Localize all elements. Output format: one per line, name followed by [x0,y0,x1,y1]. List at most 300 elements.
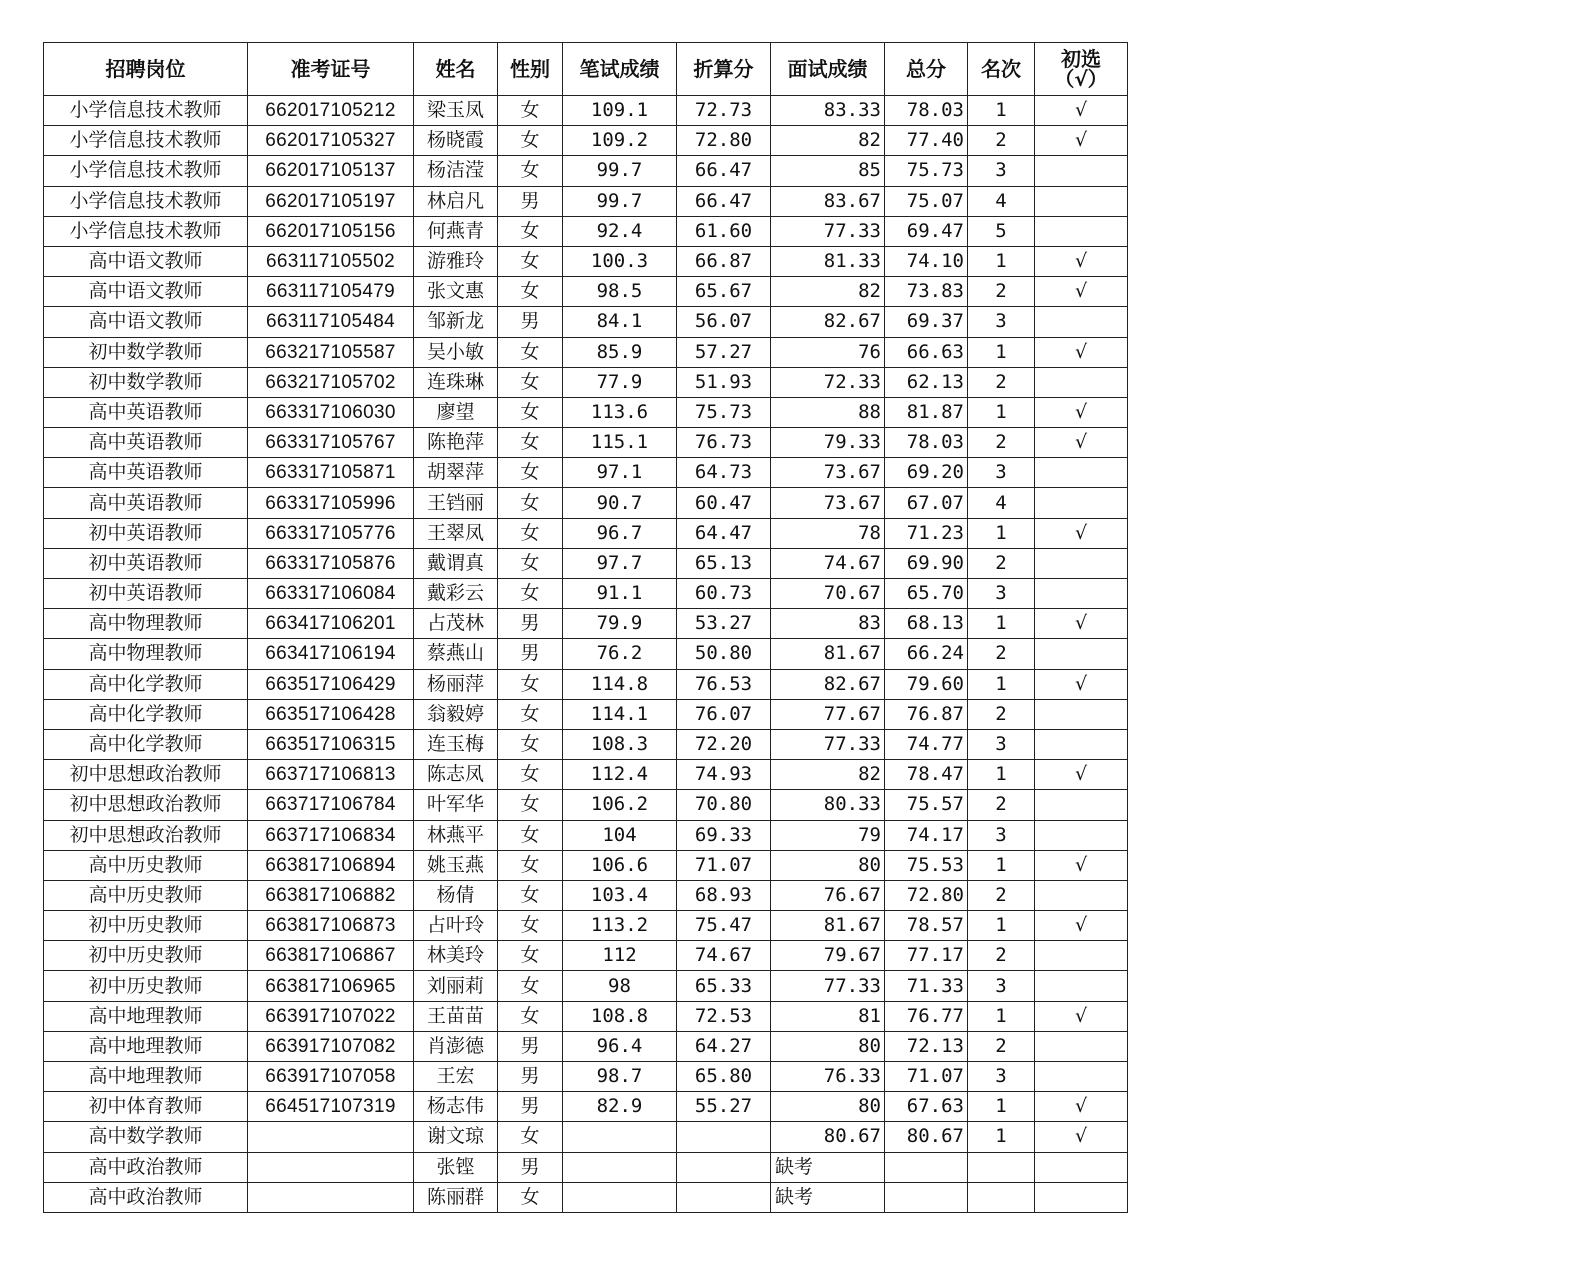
cell-converted-score: 72.53 [677,1001,771,1031]
cell-total-score: 78.03 [885,428,968,458]
cell-gender: 女 [498,458,563,488]
cell-name: 刘丽莉 [414,971,498,1001]
cell-selected-check: √ [1035,669,1128,699]
cell-total-score: 71.07 [885,1062,968,1092]
cell-selected-check [1035,579,1128,609]
cell-written-score: 76.2 [563,639,677,669]
cell-rank: 3 [968,579,1035,609]
cell-gender: 女 [498,1122,563,1152]
cell-gender: 女 [498,699,563,729]
cell-gender: 男 [498,307,563,337]
table-row [44,156,1128,186]
cell-gender: 男 [498,186,563,216]
cell-name: 杨晓霞 [414,126,498,156]
cell-gender: 女 [498,216,563,246]
cell-selected-check [1035,156,1128,186]
cell-interview-score: 80 [771,1031,885,1061]
cell-selected-check: √ [1035,337,1128,367]
cell-interview-score: 80 [771,1092,885,1122]
cell-interview-score: 82.67 [771,669,885,699]
cell-name: 王翠凤 [414,518,498,548]
header-post: 招聘岗位 [44,43,248,96]
cell-name: 戴彩云 [414,579,498,609]
cell-written-score: 106.6 [563,850,677,880]
cell-gender: 女 [498,669,563,699]
cell-total-score: 69.47 [885,216,968,246]
cell-rank: 1 [968,850,1035,880]
table-row [44,850,1128,880]
cell-ticket: 663317105876 [248,548,414,578]
cell-ticket: 663817106894 [248,850,414,880]
cell-written-score: 98.5 [563,277,677,307]
table-row [44,1092,1128,1122]
cell-converted-score: 72.73 [677,96,771,126]
cell-rank [968,1152,1035,1182]
cell-total-score: 71.23 [885,518,968,548]
cell-post: 初中数学教师 [44,367,248,397]
cell-total-score: 76.77 [885,1001,968,1031]
header-gender: 性别 [498,43,563,96]
cell-gender: 女 [498,880,563,910]
cell-rank: 2 [968,699,1035,729]
cell-gender: 男 [498,1062,563,1092]
cell-post: 高中英语教师 [44,397,248,427]
cell-rank: 2 [968,880,1035,910]
cell-name: 王铛丽 [414,488,498,518]
cell-selected-check [1035,548,1128,578]
cell-selected-check [1035,729,1128,759]
cell-rank: 3 [968,458,1035,488]
table-row [44,579,1128,609]
cell-interview-score: 79 [771,820,885,850]
cell-interview-score: 82 [771,760,885,790]
cell-name: 占叶玲 [414,911,498,941]
cell-converted-score: 64.27 [677,1031,771,1061]
cell-rank: 2 [968,1031,1035,1061]
cell-name: 胡翠萍 [414,458,498,488]
cell-rank: 1 [968,518,1035,548]
cell-rank: 1 [968,1092,1035,1122]
cell-gender: 女 [498,579,563,609]
cell-rank: 4 [968,186,1035,216]
cell-ticket: 663717106834 [248,820,414,850]
cell-gender: 男 [498,639,563,669]
cell-name: 王宏 [414,1062,498,1092]
cell-ticket: 663517106428 [248,699,414,729]
table-row [44,458,1128,488]
cell-post: 高中化学教师 [44,669,248,699]
cell-interview-score: 77.67 [771,699,885,729]
cell-total-score: 75.73 [885,156,968,186]
table-row [44,699,1128,729]
cell-name: 蔡燕山 [414,639,498,669]
table-row [44,1182,1128,1212]
cell-post: 高中政治教师 [44,1182,248,1212]
cell-ticket: 663317105996 [248,488,414,518]
header-interview: 面试成绩 [771,43,885,96]
cell-gender: 女 [498,367,563,397]
cell-total-score: 74.77 [885,729,968,759]
cell-converted-score: 56.07 [677,307,771,337]
cell-written-score: 84.1 [563,307,677,337]
cell-total-score [885,1152,968,1182]
cell-total-score: 67.07 [885,488,968,518]
cell-name: 叶军华 [414,790,498,820]
cell-interview-score: 78 [771,518,885,548]
cell-name: 连珠琳 [414,367,498,397]
cell-ticket: 663817106965 [248,971,414,1001]
table-row [44,1062,1128,1092]
cell-total-score: 69.90 [885,548,968,578]
cell-name: 翁毅婷 [414,699,498,729]
table-row [44,246,1128,276]
header-ticket: 准考证号 [248,43,414,96]
cell-written-score: 115.1 [563,428,677,458]
cell-total-score: 69.37 [885,307,968,337]
cell-converted-score: 64.47 [677,518,771,548]
cell-written-score: 96.7 [563,518,677,548]
cell-written-score: 91.1 [563,579,677,609]
cell-ticket: 663917107058 [248,1062,414,1092]
cell-written-score: 109.1 [563,96,677,126]
cell-name: 廖望 [414,397,498,427]
cell-selected-check [1035,1152,1128,1182]
cell-selected-check [1035,307,1128,337]
cell-rank: 1 [968,1122,1035,1152]
cell-rank: 5 [968,216,1035,246]
cell-converted-score: 64.73 [677,458,771,488]
table-row [44,428,1128,458]
cell-post: 初中英语教师 [44,579,248,609]
cell-written-score: 112 [563,941,677,971]
cell-written-score: 85.9 [563,337,677,367]
cell-name: 姚玉燕 [414,850,498,880]
cell-gender: 女 [498,397,563,427]
cell-post: 小学信息技术教师 [44,216,248,246]
cell-selected-check: √ [1035,760,1128,790]
cell-post: 高中数学教师 [44,1122,248,1152]
cell-rank: 3 [968,156,1035,186]
cell-interview-score: 79.67 [771,941,885,971]
cell-gender: 男 [498,609,563,639]
cell-interview-score: 76 [771,337,885,367]
cell-name: 林燕平 [414,820,498,850]
cell-post: 高中语文教师 [44,307,248,337]
table-row [44,971,1128,1001]
cell-interview-score: 72.33 [771,367,885,397]
cell-rank: 1 [968,96,1035,126]
cell-converted-score: 69.33 [677,820,771,850]
cell-ticket: 663117105484 [248,307,414,337]
cell-post: 初中思想政治教师 [44,760,248,790]
cell-converted-score: 61.60 [677,216,771,246]
cell-rank: 2 [968,367,1035,397]
cell-post: 初中历史教师 [44,971,248,1001]
cell-post: 高中地理教师 [44,1001,248,1031]
cell-interview-score: 81.67 [771,911,885,941]
table-row [44,1152,1128,1182]
table-row [44,760,1128,790]
cell-total-score: 67.63 [885,1092,968,1122]
cell-written-score: 98.7 [563,1062,677,1092]
cell-selected-check: √ [1035,850,1128,880]
cell-total-score: 80.67 [885,1122,968,1152]
cell-selected-check [1035,216,1128,246]
header-total: 总分 [885,43,968,96]
table-row [44,367,1128,397]
cell-ticket: 662017105137 [248,156,414,186]
cell-selected-check: √ [1035,609,1128,639]
cell-name: 邹新龙 [414,307,498,337]
cell-interview-score: 70.67 [771,579,885,609]
cell-written-score: 97.7 [563,548,677,578]
cell-gender: 女 [498,96,563,126]
cell-selected-check [1035,1031,1128,1061]
cell-written-score: 79.9 [563,609,677,639]
cell-post: 高中英语教师 [44,428,248,458]
cell-name: 陈丽群 [414,1182,498,1212]
cell-converted-score: 68.93 [677,880,771,910]
cell-gender: 女 [498,1182,563,1212]
cell-total-score: 74.17 [885,820,968,850]
cell-name: 占茂林 [414,609,498,639]
cell-post: 高中物理教师 [44,639,248,669]
cell-name: 谢文琼 [414,1122,498,1152]
cell-name: 林美玲 [414,941,498,971]
cell-converted-score: 72.80 [677,126,771,156]
cell-gender: 男 [498,1031,563,1061]
cell-post: 高中英语教师 [44,488,248,518]
cell-converted-score: 65.67 [677,277,771,307]
cell-post: 初中英语教师 [44,548,248,578]
cell-rank: 3 [968,820,1035,850]
cell-rank: 3 [968,971,1035,1001]
cell-total-score: 71.33 [885,971,968,1001]
cell-total-score: 75.57 [885,790,968,820]
cell-written-score: 106.2 [563,790,677,820]
cell-total-score: 77.17 [885,941,968,971]
cell-total-score: 69.20 [885,458,968,488]
cell-total-score: 76.87 [885,699,968,729]
header-pick [1035,43,1128,96]
cell-post: 初中历史教师 [44,941,248,971]
cell-rank: 2 [968,639,1035,669]
cell-ticket: 663317106084 [248,579,414,609]
cell-converted-score: 65.80 [677,1062,771,1092]
cell-converted-score [677,1152,771,1182]
cell-written-score: 90.7 [563,488,677,518]
cell-name: 杨洁滢 [414,156,498,186]
cell-selected-check: √ [1035,1001,1128,1031]
cell-name: 杨丽萍 [414,669,498,699]
cell-name: 杨倩 [414,880,498,910]
cell-total-score: 78.03 [885,96,968,126]
cell-post: 高中地理教师 [44,1031,248,1061]
cell-rank: 1 [968,609,1035,639]
cell-gender: 女 [498,488,563,518]
cell-interview-score: 81 [771,1001,885,1031]
cell-ticket: 663517106315 [248,729,414,759]
cell-written-score: 114.1 [563,699,677,729]
cell-selected-check: √ [1035,1122,1128,1152]
cell-interview-score: 77.33 [771,729,885,759]
cell-interview-score: 73.67 [771,488,885,518]
cell-gender: 女 [498,156,563,186]
cell-ticket: 663517106429 [248,669,414,699]
cell-gender: 女 [498,428,563,458]
cell-gender: 男 [498,1152,563,1182]
cell-ticket: 663417106194 [248,639,414,669]
cell-gender: 女 [498,850,563,880]
cell-selected-check [1035,1182,1128,1212]
cell-interview-score: 83 [771,609,885,639]
header-rank: 名次 [968,43,1035,96]
cell-gender: 女 [498,941,563,971]
table-row [44,1031,1128,1061]
cell-selected-check: √ [1035,126,1128,156]
cell-written-score: 103.4 [563,880,677,910]
cell-rank: 1 [968,337,1035,367]
cell-interview-score: 81.33 [771,246,885,276]
cell-rank: 2 [968,126,1035,156]
cell-written-score: 113.6 [563,397,677,427]
table-row [44,397,1128,427]
cell-selected-check [1035,820,1128,850]
cell-rank: 3 [968,729,1035,759]
cell-total-score: 66.24 [885,639,968,669]
cell-ticket: 664517107319 [248,1092,414,1122]
cell-ticket: 663817106867 [248,941,414,971]
cell-ticket: 662017105156 [248,216,414,246]
cell-name: 杨志伟 [414,1092,498,1122]
cell-converted-score [677,1182,771,1212]
table-row [44,1122,1128,1152]
cell-selected-check [1035,458,1128,488]
cell-total-score: 81.87 [885,397,968,427]
cell-rank: 3 [968,1062,1035,1092]
table-row [44,880,1128,910]
cell-written-score: 108.3 [563,729,677,759]
table-row [44,941,1128,971]
cell-post: 初中历史教师 [44,911,248,941]
cell-written-score: 104 [563,820,677,850]
cell-interview-score: 80.67 [771,1122,885,1152]
cell-post: 高中历史教师 [44,850,248,880]
cell-gender: 女 [498,548,563,578]
cell-rank: 2 [968,428,1035,458]
cell-rank: 1 [968,397,1035,427]
cell-written-score: 77.9 [563,367,677,397]
cell-gender: 女 [498,126,563,156]
header-pick-line2: （√） [1054,67,1108,91]
cell-rank: 1 [968,246,1035,276]
cell-selected-check: √ [1035,397,1128,427]
cell-post: 高中语文教师 [44,277,248,307]
cell-written-score [563,1152,677,1182]
table-row [44,639,1128,669]
cell-written-score: 97.1 [563,458,677,488]
cell-converted-score: 74.67 [677,941,771,971]
cell-name: 张铿 [414,1152,498,1182]
cell-selected-check: √ [1035,246,1128,276]
header-name: 姓名 [414,43,498,96]
cell-interview-score: 79.33 [771,428,885,458]
cell-post: 高中物理教师 [44,609,248,639]
table-row [44,669,1128,699]
cell-converted-score: 72.20 [677,729,771,759]
cell-written-score [563,1122,677,1152]
cell-ticket: 663117105502 [248,246,414,276]
table-row [44,1001,1128,1031]
cell-ticket: 663817106882 [248,880,414,910]
cell-selected-check [1035,699,1128,729]
cell-interview-score: 缺考 [771,1182,885,1212]
cell-gender: 女 [498,820,563,850]
cell-interview-score: 77.33 [771,216,885,246]
cell-rank: 2 [968,277,1035,307]
cell-written-score: 82.9 [563,1092,677,1122]
table-row [44,307,1128,337]
cell-interview-score: 82.67 [771,307,885,337]
cell-converted-score [677,1122,771,1152]
cell-converted-score: 66.47 [677,186,771,216]
cell-ticket: 663317105767 [248,428,414,458]
cell-selected-check [1035,639,1128,669]
cell-interview-score: 82 [771,277,885,307]
cell-converted-score: 76.73 [677,428,771,458]
header-converted: 折算分 [677,43,771,96]
cell-converted-score: 70.80 [677,790,771,820]
cell-name: 连玉梅 [414,729,498,759]
cell-converted-score: 74.93 [677,760,771,790]
cell-rank: 3 [968,307,1035,337]
cell-converted-score: 50.80 [677,639,771,669]
cell-ticket: 663317106030 [248,397,414,427]
cell-interview-score: 74.67 [771,548,885,578]
cell-selected-check [1035,488,1128,518]
cell-gender: 女 [498,971,563,1001]
cell-ticket: 663117105479 [248,277,414,307]
cell-ticket: 663317105776 [248,518,414,548]
cell-gender: 女 [498,729,563,759]
cell-written-score: 92.4 [563,216,677,246]
cell-interview-score: 80.33 [771,790,885,820]
table-row [44,126,1128,156]
cell-name: 肖澎德 [414,1031,498,1061]
cell-post: 高中化学教师 [44,729,248,759]
cell-name: 吴小敏 [414,337,498,367]
cell-interview-score: 76.33 [771,1062,885,1092]
cell-total-score: 62.13 [885,367,968,397]
cell-ticket: 663717106784 [248,790,414,820]
cell-total-score [885,1182,968,1212]
cell-converted-score: 75.73 [677,397,771,427]
cell-written-score: 100.3 [563,246,677,276]
cell-converted-score: 65.33 [677,971,771,1001]
cell-post: 高中英语教师 [44,458,248,488]
cell-post: 高中地理教师 [44,1062,248,1092]
cell-rank: 2 [968,548,1035,578]
cell-selected-check [1035,790,1128,820]
results-table [43,42,1128,1213]
header-written: 笔试成绩 [563,43,677,96]
cell-ticket [248,1152,414,1182]
cell-converted-score: 57.27 [677,337,771,367]
cell-interview-score: 83.67 [771,186,885,216]
cell-selected-check [1035,971,1128,1001]
cell-name: 何燕青 [414,216,498,246]
table-row [44,216,1128,246]
